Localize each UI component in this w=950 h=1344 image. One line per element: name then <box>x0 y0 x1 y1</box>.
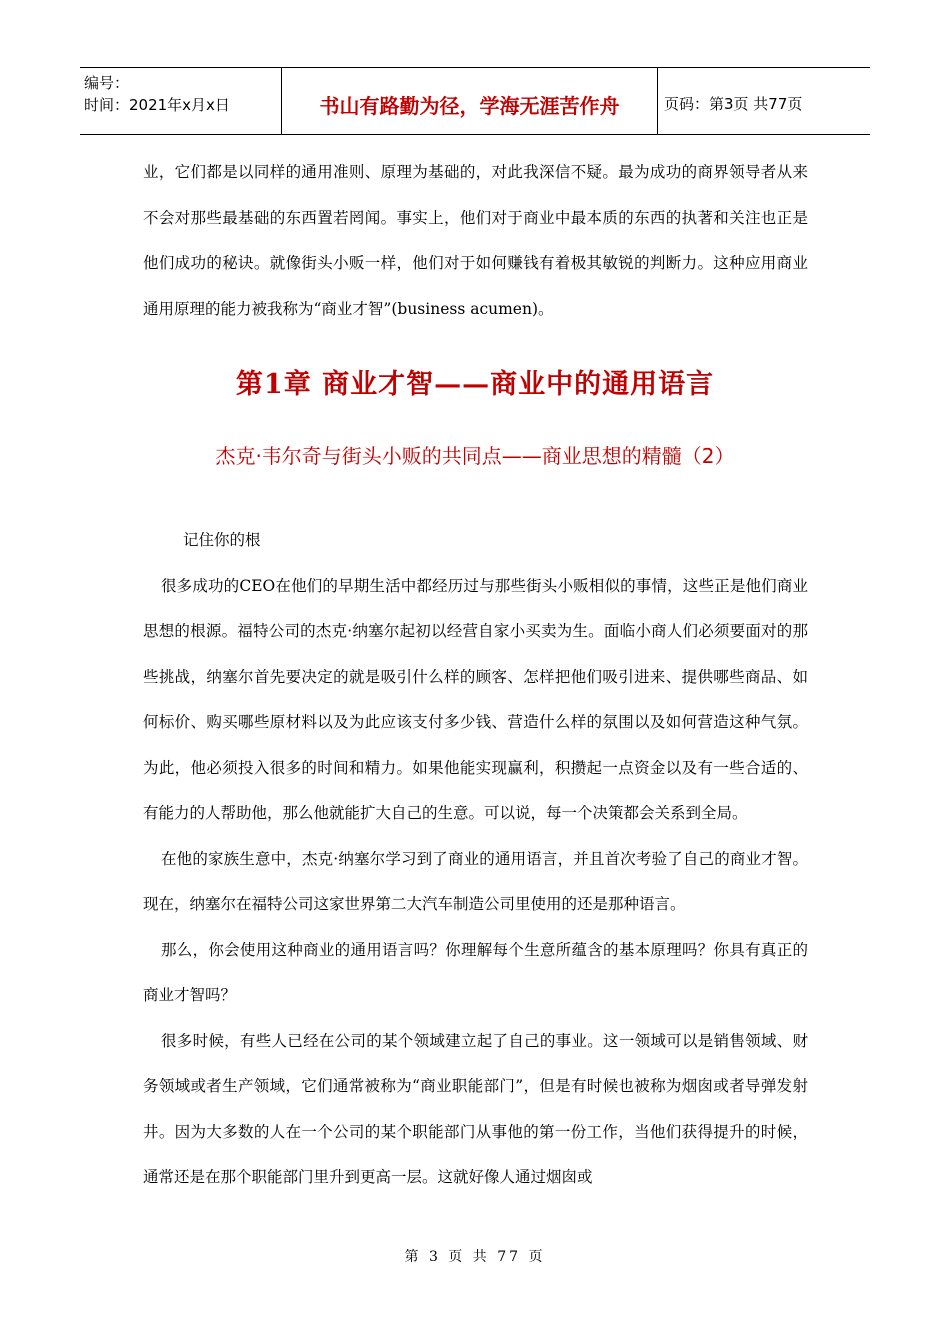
intro-paragraph: 业，它们都是以同样的通用准则、原理为基础的，对此我深信不疑。最为成功的商界领导者从来不会对那些最基础的东西置若罔闻。事实上，他们对于商业中最本质的东西的执著和关注也正是他们成功的秘诀。就像街头小贩一样，他们对于如何赚钱有着极其敏锐的判断力。这种应用商业通用原理的能力被我称为“商业才智”(business acumen)。 <box>143 163 808 318</box>
body-paragraph-1: 很多成功的CEO在他们的早期生活中都经历过与那些街头小贩相似的事情，这些正是他们商业思想的根源。福特公司的杰克·纳塞尔起初以经营自家小买卖为生。面临小商人们必须要面对的那些挑战，纳塞尔首先要决定的就是吸引什么样的顾客、怎样把他们吸引进来、提供哪些商品、如何标价、购买哪些原材料以及为此应该支付多少钱、营造什么样的氛围以及如何营造这种气氛。为此，他必须投入很多的时间和精力。如果他能实现赢利，积攒起一点资金以及有一些合适的、有能力的人帮助他，那么他就能扩大自己的生意。可以说，每一个决策都会关系到全局。 <box>143 576 808 822</box>
intro-section <box>143 150 808 332</box>
section-title: 杰克·韦尔奇与街头小贩的共同点——商业思想的精髓（2） <box>215 444 735 468</box>
body-paragraph-4: 很多时候，有些人已经在公司的某个领域建立起了自己的事业。这一领域可以是销售领域、财务领域或者生产领域，它们通常被称为“商业职能部门”，但是有时候也被称为烟囱或者导弹发射井。因为大多数的人在一个公司的某个职能部门从事他的第一份工作，当他们获得提升的时候，通常还是在那个职能部门里升到更高一层。这就好像人通过烟囱或 <box>143 1031 808 1186</box>
document-number-label: 编号： <box>84 74 130 92</box>
document-date-label: 时间：2021年x月x日 <box>84 96 230 114</box>
chapter-title: 第1章 商业才智——商业中的通用语言 <box>235 369 715 400</box>
subheading: 记住你的根 <box>183 531 261 549</box>
body-paragraph-3: 那么，你会使用这种商业的通用语言吗？你理解每个生意所蕴含的基本原理吗？你具有真正的商业才智吗？ <box>143 940 808 1004</box>
page-footer: 第 3 页 共 77 页 <box>404 1249 546 1265</box>
body-paragraph-2: 在他的家族生意中，杰克·纳塞尔学习到了商业的通用语言，并且首次考验了自己的商业才智。现在，纳塞尔在福特公司这家世界第二大汽车制造公司里使用的还是那种语言。 <box>143 849 808 913</box>
header-meta-cell <box>80 68 282 134</box>
header-motto: 书山有路勤为径，学海无涯苦作舟 <box>282 68 658 134</box>
header-page-number: 页码：第3页 共77页 <box>664 94 803 113</box>
page-header <box>80 67 870 135</box>
main-body <box>143 518 808 1201</box>
